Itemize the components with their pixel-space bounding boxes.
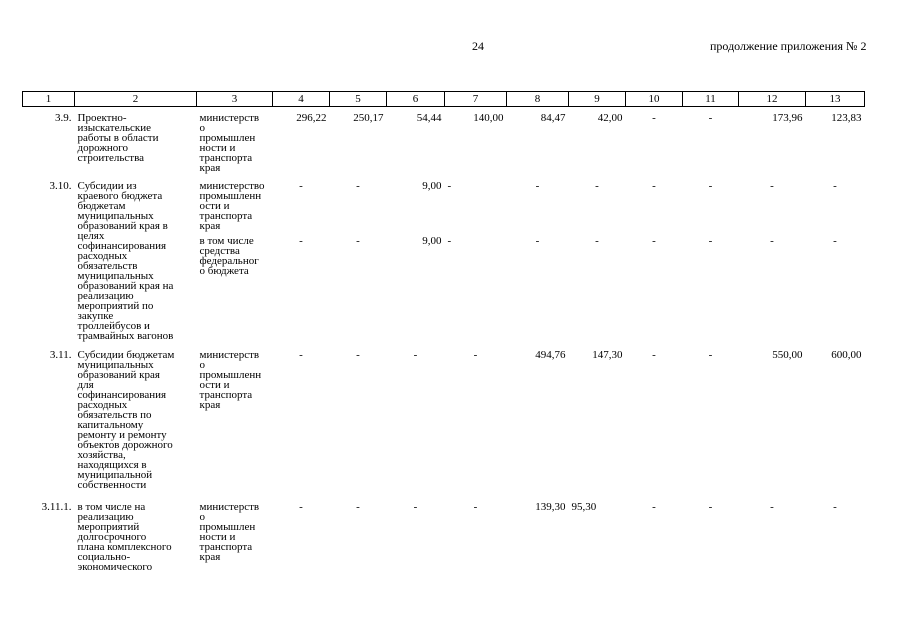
value-cell: 9,00 (422, 234, 442, 247)
value-cell: 54,44 (416, 112, 442, 124)
program-financing-table (22, 91, 865, 572)
column-header: 11 (683, 92, 739, 107)
value-cell: - (652, 500, 656, 513)
value-cell: 296,22 (296, 112, 327, 124)
value-cell: - (652, 112, 656, 124)
column-header: 3 (197, 92, 273, 107)
value-cell: 9,00 (422, 179, 442, 192)
value-cell: 147,30 (592, 348, 623, 361)
value-cell: - (652, 234, 656, 247)
row-executor: министерств о промышлен ности и транспорта края (199, 112, 260, 174)
value-cell: 42,00 (597, 112, 623, 124)
column-header: 10 (626, 92, 683, 107)
value-cell: 173,96 (772, 112, 803, 124)
value-cell: - (708, 500, 713, 513)
value-cell: - (770, 500, 774, 513)
value-cell: - (356, 348, 360, 361)
row-executor: министерств о промышлен ности и транспорта края (199, 500, 260, 563)
value-cell: - (447, 179, 452, 192)
value-cell: - (708, 179, 713, 192)
column-header: 6 (387, 92, 445, 107)
table-body (23, 92, 865, 572)
value-cell: - (595, 179, 599, 192)
value-cell: - (708, 234, 713, 247)
table-row (23, 107, 865, 175)
page-number: 24 (472, 39, 484, 53)
value-cell: 140,00 (473, 112, 504, 124)
row-description: Субсидии бюджетам муниципальных образований края для софинансирования расходных обязательств по капитальному ремонту и ремонту объектов дорожного хозяйства, находящихся в муниципальной собственности (77, 348, 175, 491)
value-cell: 250,17 (353, 112, 384, 124)
row-number: 3.9. (55, 112, 72, 124)
value-cell: - (356, 500, 360, 513)
value-cell: - (708, 112, 713, 124)
value-cell: 95,30 (571, 500, 597, 513)
column-header: 5 (330, 92, 387, 107)
value-cell: - (833, 179, 837, 192)
value-cell: - (299, 234, 303, 247)
column-header: 8 (507, 92, 569, 107)
value-cell: - (770, 234, 774, 247)
value-cell: - (770, 179, 774, 192)
column-header: 7 (445, 92, 507, 107)
column-header: 1 (23, 92, 75, 107)
column-header: 4 (273, 92, 330, 107)
value-cell: 123,83 (831, 112, 862, 124)
value-cell: - (356, 179, 360, 192)
value-cell: 139,30 (535, 500, 566, 513)
column-header: 12 (739, 92, 806, 107)
row-executor: в том числе средства федеральног о бюджета (199, 234, 259, 277)
value-cell: - (413, 348, 418, 361)
value-cell: - (595, 234, 599, 247)
column-number-header-row (23, 92, 865, 107)
value-cell: - (299, 500, 303, 513)
column-header: 9 (569, 92, 626, 107)
value-cell: - (652, 179, 656, 192)
row-description: Субсидии из краевого бюджета бюджетам муниципальных образований края в целях софинансирования расходных обязательств муниципальных образований края на реализацию мероприятий по закупке троллейбусов и трамвайных вагонов (77, 179, 174, 342)
table-row (23, 175, 865, 236)
value-cell: - (356, 234, 360, 247)
row-executor: министерство промышленн ости и транспорта края (199, 179, 265, 232)
table-row (23, 344, 865, 496)
row-number: 3.11.1. (41, 500, 72, 513)
value-cell: - (833, 234, 837, 247)
value-cell: 84,47 (540, 112, 566, 124)
column-header: 13 (806, 92, 865, 107)
value-cell: - (473, 348, 478, 361)
value-cell: - (413, 500, 418, 513)
value-cell: - (447, 234, 452, 247)
value-cell: - (652, 348, 656, 361)
row-description: Проектно- изыскательские работы в области дорожного строительства (77, 112, 159, 164)
value-cell: - (535, 179, 540, 192)
appendix-continuation-note: продолжение приложения № 2 (710, 39, 867, 53)
row-description: в том числе на реализацию мероприятий долгосрочного плана комплексного социально- экономического (77, 500, 172, 573)
value-cell: - (535, 234, 540, 247)
value-cell: - (299, 179, 303, 192)
value-cell: 494,76 (535, 348, 566, 361)
row-executor: министерств о промышленн ости и транспорта края (199, 348, 262, 411)
value-cell: - (473, 500, 478, 513)
row-number: 3.10. (49, 179, 72, 192)
value-cell: - (833, 500, 837, 513)
value-cell: - (299, 348, 303, 361)
table-row (23, 496, 865, 572)
value-cell: 550,00 (772, 348, 803, 361)
value-cell: 600,00 (831, 348, 862, 361)
row-number: 3.11. (49, 348, 72, 361)
value-cell: - (708, 348, 713, 361)
column-header: 2 (75, 92, 197, 107)
